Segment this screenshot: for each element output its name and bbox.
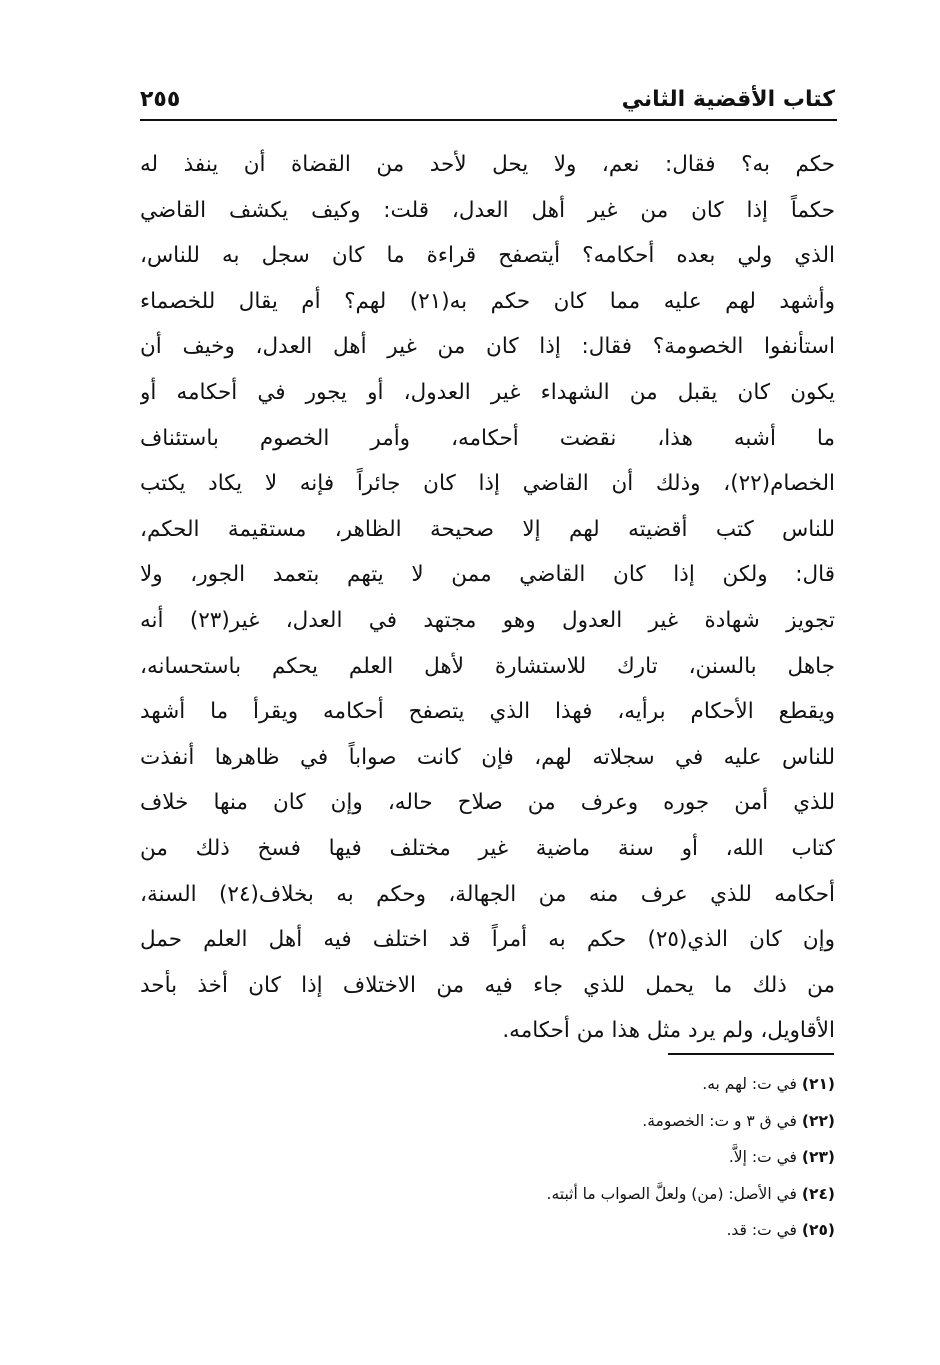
text-line: للذي أمن جوره وعرف من صلاح حاله، وإن كان منها خلاف xyxy=(140,790,835,816)
footnote xyxy=(140,1212,835,1249)
footnote-text: في ت: لهم به. xyxy=(702,1075,797,1093)
text-line: تجويز شهادة غير العدول وهو مجتهد في العدل، غير(٢٣) أنه xyxy=(140,607,835,633)
text-line: ما أشبه هذا، نقضت أحكامه، وأمر الخصوم باستئناف xyxy=(140,425,835,451)
footnotes xyxy=(140,1066,835,1249)
text-line: للناس عليه في سجلاته لهم، فإن كانت صواباً في ظاهرها أنفذت xyxy=(140,744,835,770)
footnote xyxy=(140,1176,835,1213)
text-line: جاهل بالسنن، تارك للاستشارة لأهل العلم يحكم باستحسانه، xyxy=(140,653,835,679)
text-line: حكم به؟ فقال: نعم، ولا يحل لأحد من القضاة أن ينفذ له xyxy=(140,152,835,177)
footnote-text: في الأصل: (من) ولعلَّ الصواب ما أثبته. xyxy=(546,1184,797,1203)
footnote-number: (٢٢) xyxy=(801,1111,835,1130)
page-number: ٢٥٥ xyxy=(140,87,181,112)
text-line: استأنفوا الخصومة؟ فقال: إذا كان من غير أهل العدل، وخيف أن xyxy=(140,334,835,360)
text-line: وإن كان الذي(٢٥) حكم به أمراً قد اختلف فيه أهل العلم حمل xyxy=(140,927,835,953)
text-line: أحكامه للذي عرف منه من الجهالة، وحكم به بخلاف(٢٤) السنة، xyxy=(140,881,835,907)
footnote-number: (٢٣) xyxy=(801,1148,835,1166)
text-line: ويقطع الأحكام برأيه، فهذا الذي يتصفح أحكامه ويقرأ ما أشهد xyxy=(140,699,835,725)
main-text xyxy=(140,142,835,1054)
text-line: الذي ولي بعده أحكامه؟ أيتصفح قراءة ما كان سجل به للناس، xyxy=(140,243,835,269)
footnote-number: (٢٤) xyxy=(801,1184,835,1203)
text-line: الأقاويل، ولم يرد مثل هذا من أحكامه. xyxy=(502,1018,835,1044)
text-line: حكماً إذا كان من غير أهل العدل، قلت: وكيف يكشف القاضي xyxy=(140,197,835,223)
footnote xyxy=(140,1103,835,1140)
running-head: كتاب الأقضية الثاني xyxy=(621,87,835,112)
footnote-text: في ق ٣ و ت: الخصومة. xyxy=(642,1111,797,1130)
footnote-number: (٢٥) xyxy=(801,1221,835,1239)
footnote-number: (٢١) xyxy=(801,1075,835,1093)
text-line: من ذلك ما يحمل للذي جاء فيه من الاختلاف إذا كان أخذ بأحد xyxy=(140,972,835,998)
header-rule xyxy=(140,119,837,121)
text-line: قال: ولكن إذا كان القاضي ممن لا يتهم بتعمد الجور، ولا xyxy=(140,562,835,588)
footnote xyxy=(140,1139,835,1176)
text-line: يكون كان يقبل من الشهداء غير العدول، أو يجور في أحكامه أو xyxy=(140,379,835,405)
footnote xyxy=(140,1066,835,1103)
footnote-separator xyxy=(668,1053,834,1055)
footnote-text: في ت: قد. xyxy=(726,1221,797,1239)
text-line: الخصام(٢٢)، وذلك أن القاضي إذا كان جائراً فإنه لا يكاد يكتب xyxy=(140,471,835,497)
text-line: للناس كتب أقضيته لهم إلا صحيحة الظاهر، مستقيمة الحكم، xyxy=(140,516,835,542)
footnote-text: في ت: إلاَّ. xyxy=(728,1148,797,1166)
text-line: وأشهد لهم عليه مما كان حكم به(٢١) لهم؟ أم يقال للخصماء xyxy=(140,288,835,314)
text-line: كتاب الله، أو سنة ماضية غير مختلف فيها فسخ ذلك من xyxy=(140,835,835,861)
page-header xyxy=(140,84,835,120)
